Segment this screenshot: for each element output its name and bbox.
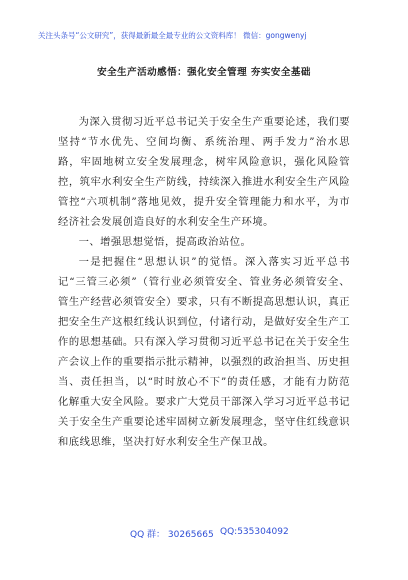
document-body <box>58 112 350 452</box>
body-paragraph-point-one: 一是把握住“思想认识”的觉悟。深入落实习近平总书记“三管三必须”（管行业必须管安全、管业务必须管安全、管生产经营必须管安全）要求，只有不断提高思想认识，真正把安全生产这根红线认识到位，付诸行动，是做好安全生产工作的思想基础。只有深入学习贯彻习近平总书记在关于安全生产会议上作的重要指示批示精神，以强烈的政治担当、历史担当、责任担当，以“时时放心不下”的责任感，才能有力防范化解重大安全风险。要求广大党员干部深入学习习近平总书记关于安全生产重要论述牢固树立新发展理念，坚守住红线意识和底线思维，坚决打好水利安全生产保卫战。 <box>58 256 350 448</box>
body-paragraph-intro: 为深入贯彻习近平总书记关于安全生产重要论述，我们要坚持“节水优先、空间均衡、系统治理、两手发力”治水思路，牢固地树立安全发展理念，树牢风险意识，强化风险管控，筑牢水利安全生产防线，持续深入推进水利安全生产风险管控“六项机制”落地见效，提升安全管理能力和水平，为市经济社会发展创造良好的水利安全生产环境。 <box>58 116 350 228</box>
section-heading: 一、增强思想觉悟，提高政治站位。 <box>78 236 252 248</box>
qq-group-number: QQ 群： 30265665 <box>130 530 214 540</box>
document-title: 安全生产活动感悟：强化安全管理 夯实安全基础 <box>97 67 311 78</box>
qq-contact-number: QQ:535304092 <box>220 527 289 537</box>
top-banner: 关注头条号“公文研究”，获得最新最全最专业的公文资料库！ 微信：gongwenyj <box>38 31 307 40</box>
